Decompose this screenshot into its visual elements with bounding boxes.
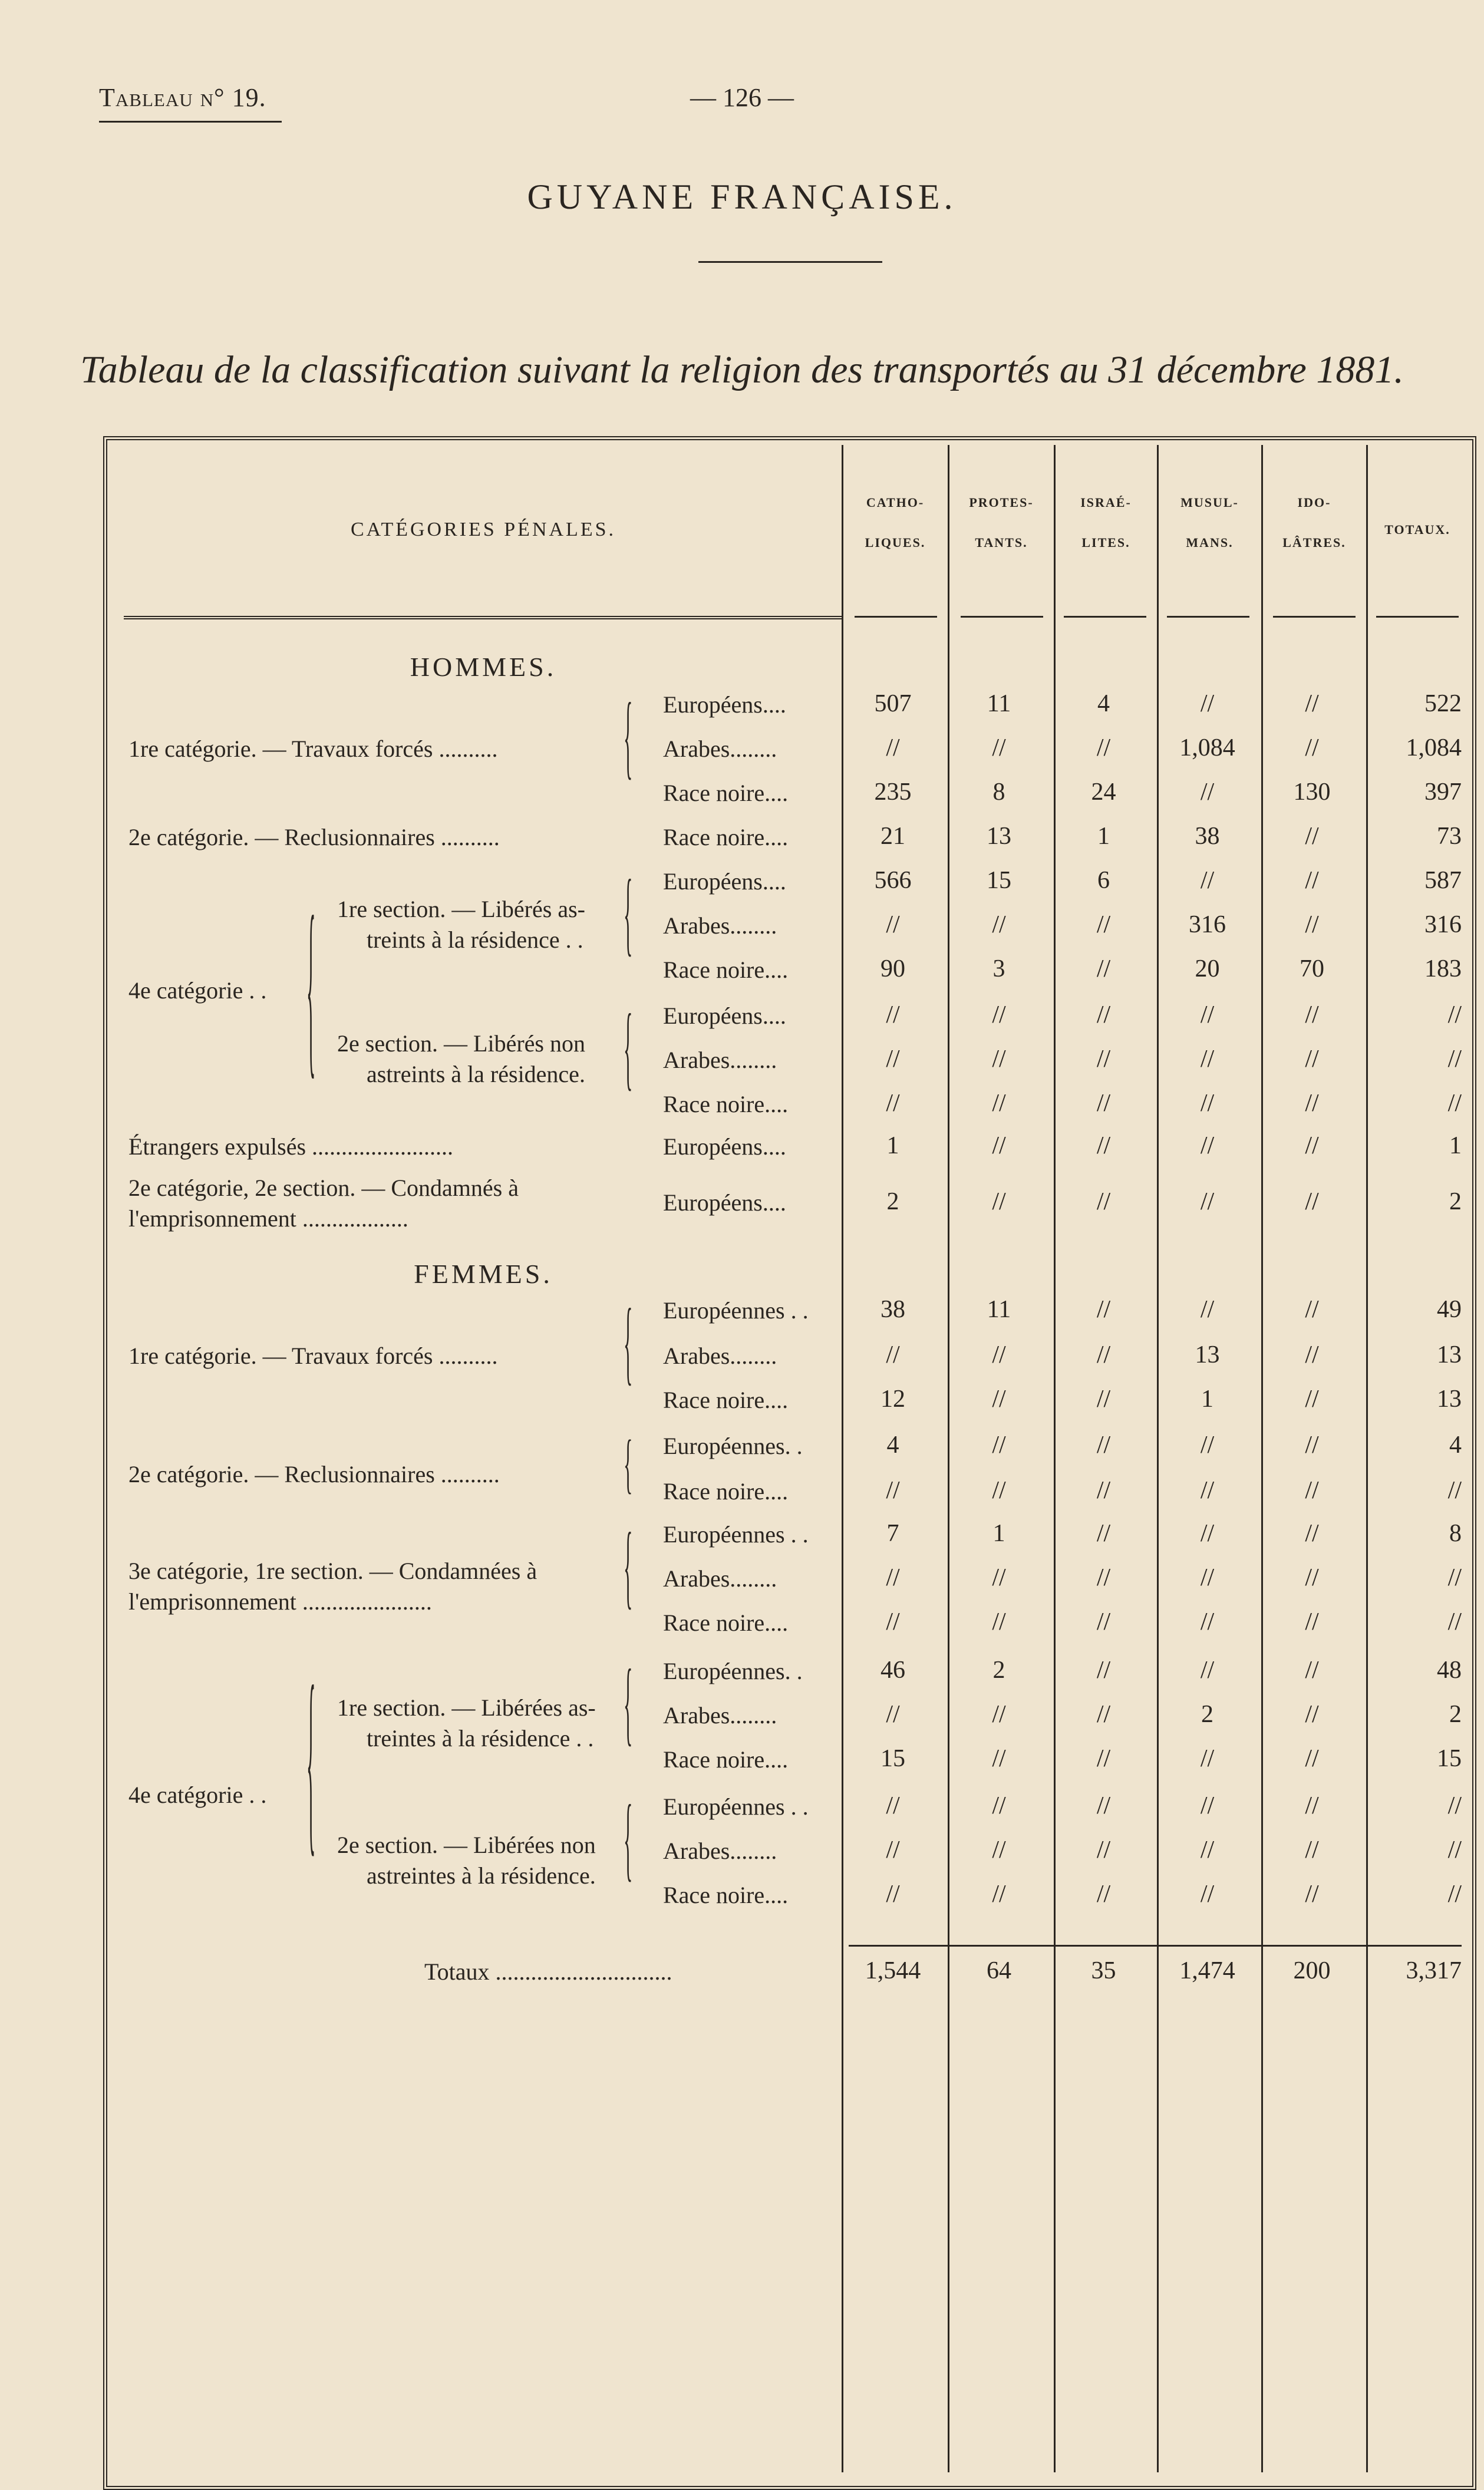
value-cell: // [886,1701,900,1728]
race-label: Arabes........ [663,912,777,939]
value-cell: 38 [880,1296,905,1323]
value-cell: 11 [987,1296,1011,1323]
header-underline [1273,616,1356,618]
categories-header: CATÉGORIES PÉNALES. [350,519,616,540]
value-cell: 13 [1195,1341,1220,1368]
value-cell: 2 [1201,1701,1213,1728]
label-h-cat2s2a: 2e catégorie, 2e section. — Condamnés à [128,1175,519,1201]
total-cell: 1,474 [1179,1957,1235,1984]
value-cell: // [1096,1132,1111,1159]
race-label: Arabes........ [663,1702,777,1729]
value-cell: // [1096,1432,1111,1459]
value-cell: // [886,1090,900,1117]
value-cell: 15 [880,1745,905,1772]
label-f-cat4: 4e catégorie . . [128,1782,267,1808]
label-f-cat1: 1re catégorie. — Travaux forcés .......... [128,1343,498,1369]
value-cell: // [992,1701,1006,1728]
value-cell: // [1200,1432,1215,1459]
value-cell: // [1096,1090,1111,1117]
value-cell: 24 [1091,779,1116,806]
value-cell: 130 [1293,779,1331,806]
value-cell: // [886,1001,900,1028]
value-cell: 507 [874,690,912,717]
value-cell: // [992,1745,1006,1772]
value-cell: // [1200,1090,1215,1117]
value-cell: 13 [1437,1341,1462,1368]
value-cell: // [1305,1188,1319,1215]
race-label: Race noire.... [663,1610,789,1636]
label-totaux: Totaux .............................. [424,1958,672,1985]
value-cell: 90 [880,955,905,982]
brace: { [306,1647,316,1875]
value-cell: // [1096,1386,1111,1413]
value-cell: 316 [1189,911,1226,938]
value-cell: 1 [1201,1386,1213,1413]
header-underline [1167,616,1249,618]
race-label: Européens.... [663,1189,786,1216]
value-cell: // [1305,1296,1319,1323]
value-cell: // [1200,1477,1215,1504]
value-cell: // [1305,734,1319,761]
value-cell: 522 [1424,690,1462,717]
value-cell: 6 [1097,867,1110,894]
race-label: Race noire.... [663,1387,789,1413]
value-cell: // [992,911,1006,938]
value-cell: // [1200,1745,1215,1772]
header-underline [961,616,1043,618]
value-cell: 1,084 [1179,734,1235,761]
value-cell: // [1305,1432,1319,1459]
race-label: Européens.... [663,1002,786,1029]
value-cell: 235 [874,779,912,806]
page-number: — 126 — [690,83,794,112]
value-cell: // [1305,1881,1319,1908]
label-f-cat3b: l'emprisonnement ...................... [128,1588,432,1615]
value-cell: // [1200,1001,1215,1028]
race-label: Race noire.... [663,1091,789,1117]
race-label: Race noire.... [663,1746,789,1773]
value-cell: // [1305,823,1319,850]
value-cell: 8 [1449,1520,1462,1547]
value-cell: // [1096,1046,1111,1073]
value-cell: // [1096,1745,1111,1772]
brace: { [624,1651,633,1755]
value-cell: // [886,1046,900,1073]
value-cell: // [1096,1188,1111,1215]
value-cell: // [1447,1046,1462,1073]
race-label: Européennes . . [663,1297,809,1324]
value-cell: // [1305,1564,1319,1591]
value-cell: // [1096,1608,1111,1635]
brace: { [306,879,316,1097]
label-f-cat4-s1b: treintes à la résidence . . [367,1725,594,1752]
header-underline [1064,616,1146,618]
value-cell: // [886,734,900,761]
value-cell: 1,084 [1406,734,1462,761]
value-cell: // [1305,1520,1319,1547]
value-cell: // [1305,1090,1319,1117]
value-cell: // [1305,1792,1319,1819]
value-cell: // [1305,1701,1319,1728]
value-cell: // [1447,1608,1462,1635]
value-cell: // [1305,1836,1319,1864]
value-cell: // [1447,1836,1462,1864]
race-label: Arabes........ [663,1047,777,1073]
race-label: Race noire.... [663,824,789,850]
value-cell: // [992,1386,1006,1413]
value-cell: 46 [880,1657,905,1684]
value-cell: // [886,1608,900,1635]
race-label: Européens.... [663,691,786,718]
total-cell: 35 [1091,1957,1116,1984]
value-cell: 316 [1424,911,1462,938]
label-h-cat2: 2e catégorie. — Reclusionnaires .......... [128,824,500,850]
value-cell: // [992,1188,1006,1215]
section-femmes: FEMMES. [414,1259,553,1289]
value-cell: // [1200,1046,1215,1073]
value-cell: // [1305,1608,1319,1635]
value-cell: // [886,911,900,938]
value-cell: // [992,1432,1006,1459]
total-cell: 1,544 [865,1957,921,1984]
value-cell: // [1096,1477,1111,1504]
value-cell: // [992,1881,1006,1908]
value-cell: // [886,1836,900,1864]
label-h-cat4: 4e catégorie . . [128,977,267,1004]
value-cell: 21 [880,823,905,850]
value-cell: 183 [1424,955,1462,982]
race-label: Arabes........ [663,736,777,762]
running-head-rule [99,121,282,123]
value-cell: // [992,1341,1006,1368]
brace: { [624,996,633,1100]
value-cell: // [1200,1564,1215,1591]
label-f-cat4-s2b: astreintes à la résidence. [367,1862,596,1889]
label-f-cat2: 2e catégorie. — Reclusionnaires .......... [128,1461,500,1488]
value-cell: 20 [1195,955,1220,982]
col-header-idolatres: IDO- LÂTRES. [1282,495,1346,550]
value-cell: 15 [1437,1745,1462,1772]
value-cell: // [1096,1341,1111,1368]
value-cell: // [992,1132,1006,1159]
label-h-cat2s2b: l'emprisonnement .................. [128,1205,408,1232]
value-cell: // [1200,1836,1215,1864]
label-f-cat4-s1a: 1re section. — Libérées as- [337,1694,596,1721]
label-h-cat4-s1b: treints à la résidence . . [367,926,583,953]
value-cell: // [1096,1657,1111,1684]
value-cell: // [1447,1881,1462,1908]
value-cell: // [1096,1881,1111,1908]
value-cell: 1 [1097,823,1110,850]
value-cell: 12 [880,1386,905,1413]
totals-rule [849,1945,1462,1947]
value-cell: // [1096,1520,1111,1547]
brace: { [624,685,633,789]
value-cell: // [1200,1188,1215,1215]
value-cell: 8 [992,779,1005,806]
col-header-protestants: PROTES- TANTS. [969,495,1034,550]
value-cell: 49 [1437,1296,1462,1323]
value-cell: // [886,1792,900,1819]
value-cell: // [1447,1090,1462,1117]
value-cell: 4 [1097,690,1110,717]
value-cell: 2 [886,1188,899,1215]
value-cell: // [1305,690,1319,717]
value-cell: // [886,1477,900,1504]
value-cell: // [1096,1564,1111,1591]
value-cell: // [1200,1296,1215,1323]
race-label: Européennes . . [663,1521,809,1548]
value-cell: // [1096,955,1111,982]
brace: { [624,1515,633,1618]
value-cell: 38 [1195,823,1220,850]
value-cell: // [1096,1836,1111,1864]
race-label: Race noire.... [663,1478,789,1505]
value-cell: // [992,1090,1006,1117]
value-cell: // [1200,1608,1215,1635]
value-cell: // [1305,1046,1319,1073]
value-cell: 11 [987,690,1011,717]
value-cell: // [1200,1792,1215,1819]
label-h-cat1: 1re catégorie. — Travaux forcés .......... [128,736,498,762]
total-cell: 64 [987,1957,1011,1984]
value-cell: // [1305,1657,1319,1684]
value-cell: // [1096,1701,1111,1728]
value-cell: // [1447,1001,1462,1028]
value-cell: // [1096,911,1111,938]
brace: { [624,862,633,965]
col-header-musulmans: MUSUL- MANS. [1180,495,1239,550]
header-rule [124,616,842,619]
value-cell: // [992,734,1006,761]
value-cell: // [1305,1132,1319,1159]
race-label: Européennes. . [663,1433,803,1459]
value-cell: 1 [992,1520,1005,1547]
value-cell: 1 [1449,1132,1462,1159]
value-cell: // [992,1477,1006,1504]
race-label: Race noire.... [663,957,789,983]
value-cell: // [1447,1477,1462,1504]
value-cell: 2 [1449,1188,1462,1215]
value-cell: 4 [1449,1432,1462,1459]
value-cell: // [1305,1477,1319,1504]
value-cell: // [992,1046,1006,1073]
value-cell: // [992,1836,1006,1864]
value-cell: 2 [992,1657,1005,1684]
value-cell: 15 [987,867,1011,894]
race-label: Arabes........ [663,1838,777,1864]
race-label: Européennes . . [663,1793,809,1820]
value-cell: // [1447,1564,1462,1591]
value-cell: // [1305,867,1319,894]
value-cell: 73 [1437,823,1462,850]
value-cell: // [1200,779,1215,806]
value-cell: 48 [1437,1657,1462,1684]
col-header-israelites: ISRAÉ- LITES. [1080,495,1132,550]
label-etrangers: Étrangers expulsés ........................ [128,1133,454,1160]
race-label: Race noire.... [663,780,789,806]
value-cell: // [886,1881,900,1908]
page-title: GUYANE FRANÇAISE. [527,177,957,216]
value-cell: 4 [886,1432,899,1459]
value-cell: // [1200,867,1215,894]
value-cell: // [1096,1296,1111,1323]
value-cell: // [1200,1881,1215,1908]
label-h-cat4-s2a: 2e section. — Libérés non [337,1030,585,1057]
value-cell: // [1200,1657,1215,1684]
value-cell: // [1200,1132,1215,1159]
col-header-totaux: TOTAUX. [1384,522,1450,537]
value-cell: 13 [987,823,1011,850]
value-cell: // [1096,1001,1111,1028]
table-subtitle: Tableau de la classification suivant la religion des transportés au 31 décembre 1881. [80,348,1404,391]
race-label: Européens.... [663,1133,786,1160]
value-cell: 587 [1424,867,1462,894]
value-cell: // [992,1608,1006,1635]
header-underline [855,616,937,618]
label-h-cat4-s2b: astreints à la résidence. [367,1061,585,1087]
value-cell: 13 [1437,1386,1462,1413]
value-cell: // [1200,690,1215,717]
section-hommes: HOMMES. [410,652,557,682]
value-cell: // [1305,911,1319,938]
label-f-cat3a: 3e catégorie, 1re section. — Condamnées à [128,1558,537,1584]
value-cell: // [992,1001,1006,1028]
brace: { [624,1787,633,1891]
value-cell: 1 [886,1132,899,1159]
race-label: Arabes........ [663,1343,777,1369]
value-cell: // [1096,1792,1111,1819]
value-cell: 566 [874,867,912,894]
value-cell: // [1305,1745,1319,1772]
label-f-cat4-s2a: 2e section. — Libérées non [337,1832,596,1858]
total-cell: 3,317 [1406,1957,1462,1984]
brace: { [624,1291,633,1394]
header-underline [1376,616,1459,618]
race-label: Européens.... [663,868,786,895]
col-header-catholiques: CATHO- LIQUES. [865,495,926,550]
race-label: Européennes. . [663,1658,803,1684]
tableau-number: Tableau n° 19. [99,83,266,112]
value-cell: 7 [886,1520,899,1547]
label-h-cat4-s1a: 1re section. — Libérés as- [337,896,585,922]
value-cell: // [1305,1386,1319,1413]
value-cell: // [886,1341,900,1368]
value-cell: // [1447,1792,1462,1819]
total-cell: 200 [1293,1957,1331,1984]
value-cell: 2 [1449,1701,1462,1728]
value-cell: // [1305,1001,1319,1028]
value-cell: // [1200,1520,1215,1547]
race-label: Race noire.... [663,1882,789,1908]
title-rule [698,261,882,263]
value-cell: // [886,1564,900,1591]
value-cell: // [992,1792,1006,1819]
race-label: Arabes........ [663,1565,777,1592]
value-cell: 397 [1424,779,1462,806]
value-cell: // [992,1564,1006,1591]
brace: { [624,1427,633,1500]
value-cell: // [1096,734,1111,761]
value-cell: // [1305,1341,1319,1368]
value-cell: 70 [1300,955,1324,982]
value-cell: 3 [992,955,1005,982]
